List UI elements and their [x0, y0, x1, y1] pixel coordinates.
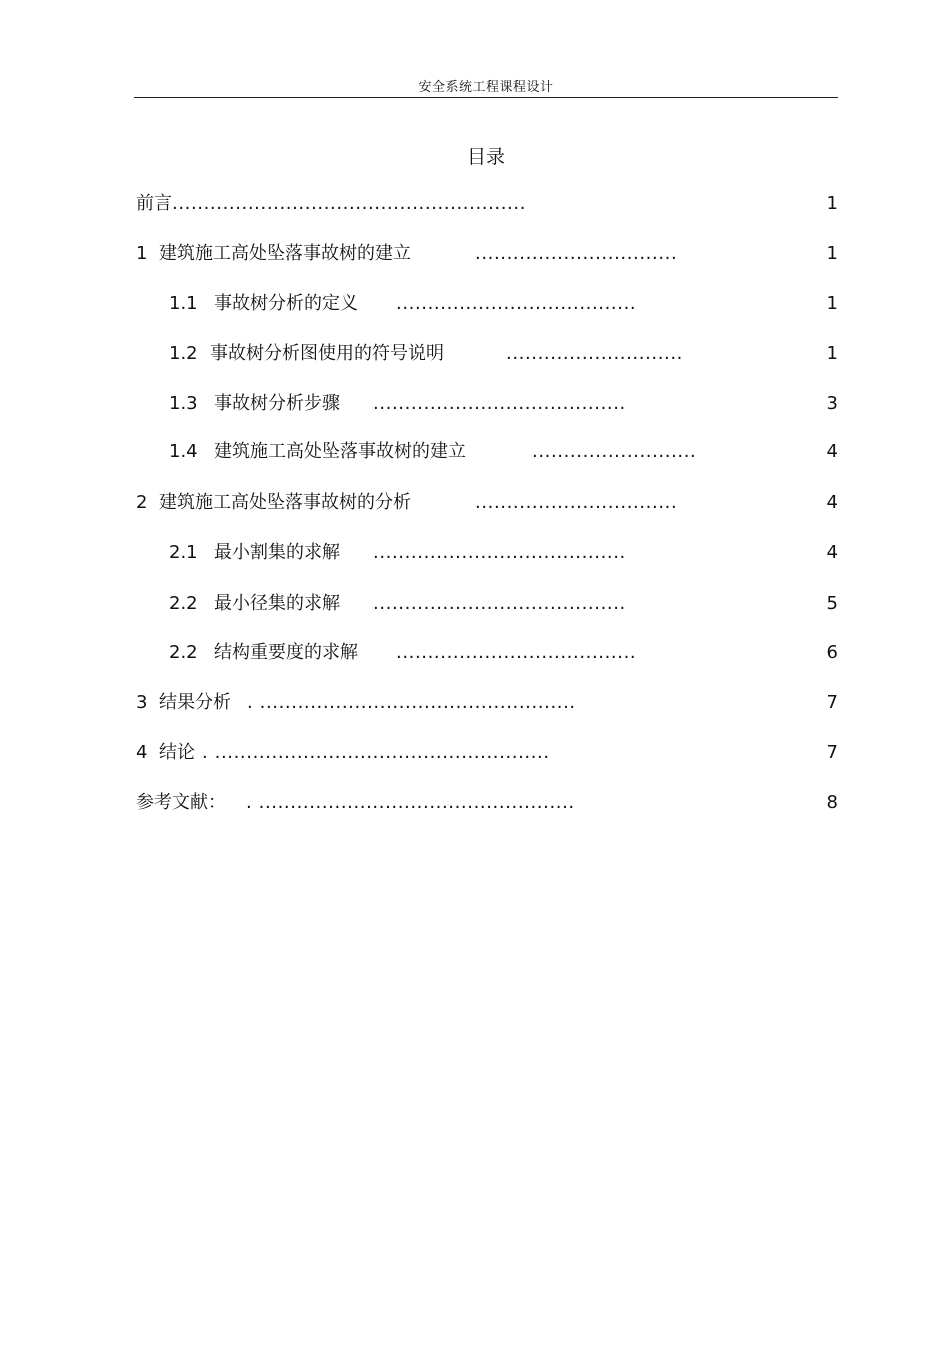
toc-entry [169, 592, 626, 616]
toc-entry-label: 事故树分析图使用的符号说明 [210, 343, 444, 364]
toc-entry-page: 4 [826, 542, 838, 563]
toc-entry-number: 1 [136, 243, 148, 264]
toc-entry-number: 3 [136, 692, 148, 713]
toc-entry [169, 392, 626, 416]
toc-entry-label: 结论 [159, 742, 195, 763]
toc-entry-number: 2.1 [169, 542, 198, 563]
toc-entry-page: 1 [826, 243, 838, 264]
toc-entry-page: 7 [826, 692, 838, 713]
toc-entry-number: 1.4 [169, 441, 198, 462]
toc-entry-page: 8 [826, 792, 838, 813]
toc-entry-leader: .......................... [532, 441, 697, 462]
toc-entry-page: 5 [826, 593, 838, 614]
toc-entry-number: 1.1 [169, 293, 198, 314]
toc-entry-label: 建筑施工高处坠落事故树的建立 [159, 243, 411, 264]
toc-entry-label: 结果分析 [159, 692, 231, 713]
header-divider [134, 97, 838, 98]
toc-entry [136, 791, 575, 815]
toc-entry [136, 192, 526, 216]
toc-entry [169, 342, 683, 366]
toc-entry-number: 2.2 [169, 642, 198, 663]
toc-entry [169, 541, 626, 565]
toc-entry-number: 1.3 [169, 393, 198, 414]
toc-entry-leader: . .................................................. [247, 692, 576, 713]
toc-entry-leader: ................................ [475, 243, 678, 264]
toc-entry-label: 建筑施工高处坠落事故树的建立 [214, 441, 466, 462]
toc-entry-leader: ........................................................ [172, 193, 527, 214]
toc-entry-leader: ........................................ [373, 393, 626, 414]
toc-entry-label: 最小径集的求解 [214, 593, 340, 614]
toc-entry [136, 242, 677, 266]
toc-entry-page: 3 [826, 393, 838, 414]
toc-entry-label: 结构重要度的求解 [214, 642, 358, 663]
toc-entry-leader: . ..................................................... [202, 742, 550, 763]
toc-entry-page: 1 [826, 193, 838, 214]
running-header: 安全系统工程课程设计 [418, 80, 554, 95]
toc-entry-number: 2.2 [169, 593, 198, 614]
toc-entry [169, 440, 696, 464]
toc-entry-leader: ........................................ [373, 542, 626, 563]
toc-entry-leader: ...................................... [396, 293, 637, 314]
toc-entry-leader: . .................................................. [246, 792, 575, 813]
toc-entry-page: 7 [826, 742, 838, 763]
toc-entry-label: 建筑施工高处坠落事故树的分析 [159, 492, 411, 513]
toc-entry-number: 2 [136, 492, 148, 513]
toc-title: 目录 [466, 146, 505, 168]
toc-entry [136, 741, 550, 765]
toc-entry-leader: ................................ [475, 492, 678, 513]
toc-entry-leader: ............................ [506, 343, 684, 364]
toc-entry-number: 4 [136, 742, 148, 763]
toc-entry [136, 491, 677, 515]
toc-entry-label: 参考文献： [136, 792, 226, 813]
toc-entry-label: 事故树分析的定义 [214, 293, 358, 314]
toc-entry-leader: ........................................ [373, 593, 626, 614]
toc-entry-label: 最小割集的求解 [214, 542, 340, 563]
toc-entry [169, 292, 636, 316]
toc-entry-page: 6 [826, 642, 838, 663]
toc-entry-page: 4 [826, 492, 838, 513]
toc-entry-page: 1 [826, 293, 838, 314]
toc-entry [169, 641, 636, 665]
toc-entry-page: 1 [826, 343, 838, 364]
toc-entry-leader: ...................................... [396, 642, 637, 663]
toc-entry-page: 4 [826, 441, 838, 462]
toc-entry-label: 前言 [136, 193, 172, 214]
toc-entry-number: 1.2 [169, 343, 198, 364]
toc-entry [136, 691, 576, 715]
toc-entry-label: 事故树分析步骤 [214, 393, 340, 414]
